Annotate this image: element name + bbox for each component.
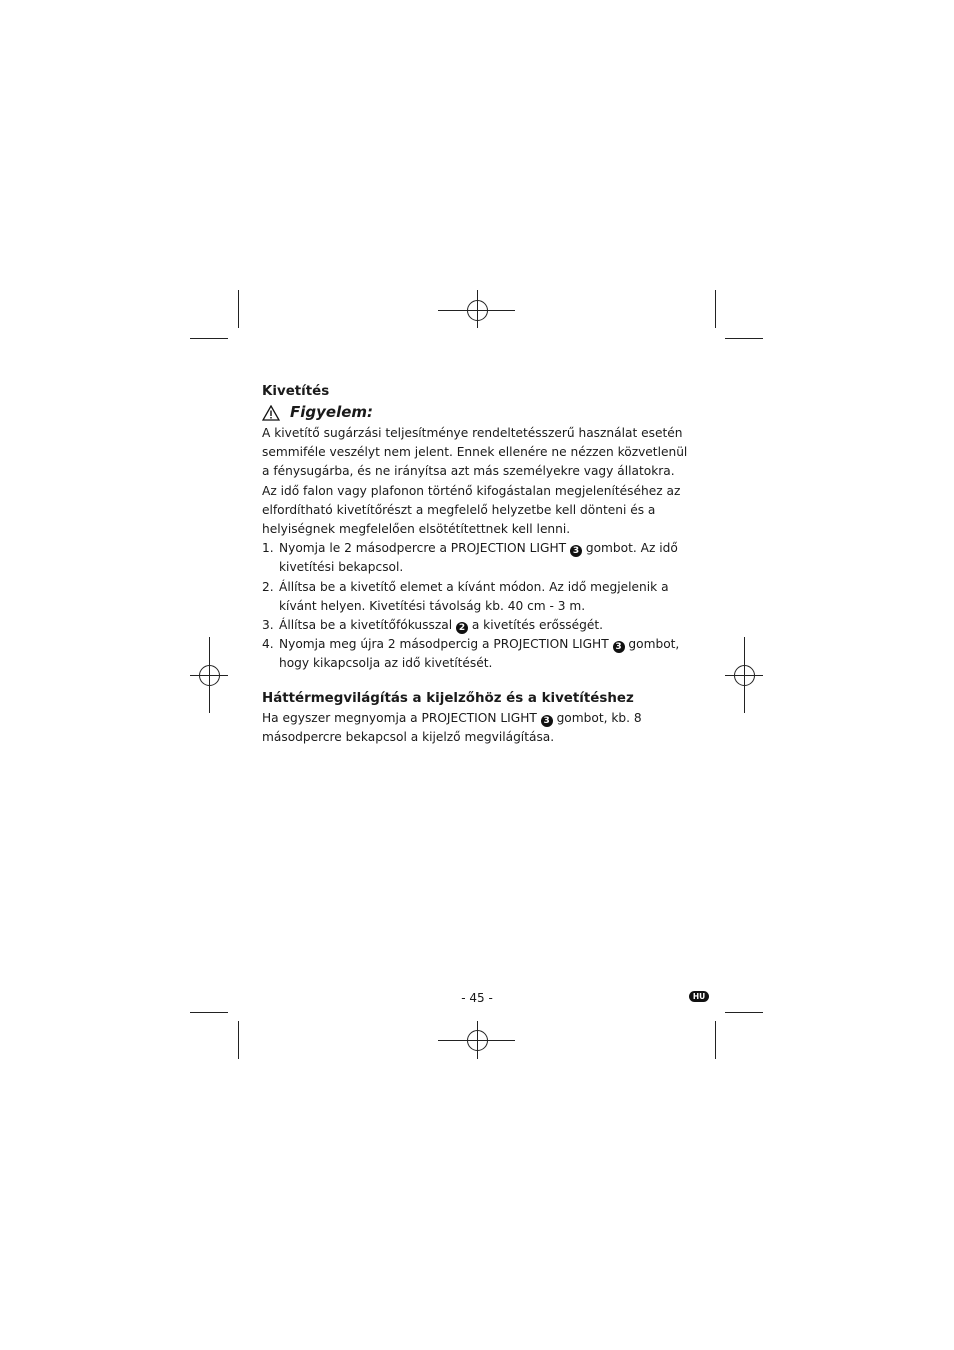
step-number: 1. — [262, 541, 274, 556]
steps-list — [262, 539, 694, 673]
step-number: 4. — [262, 637, 274, 652]
step-text-after: gombot, hogy kikapcsolja az idő kivetítését. — [279, 637, 680, 671]
step-number: 3. — [262, 618, 274, 633]
step-text: Állítsa be a kivetítőfókusszal — [279, 618, 453, 633]
section-title-projection: Kivetítés — [262, 384, 330, 399]
step-text-after: gombot. Az idő kivetítési bekapcsol. — [279, 541, 678, 575]
backlight-text-after: gombot, kb. 8 másodpercre bekapcsol a kijelző megvilágítása. — [262, 710, 642, 744]
warning-paragraph: A kivetítő sugárzási teljesítménye rendeltetésszerű használat esetén semmiféle veszélyt nem jelent. Ennek ellenére ne nézzen közvetlenül a fénysugárba, és ne irányítsa azt más személyekre vagy állatokra. — [262, 426, 688, 479]
backlight-paragraph — [262, 709, 694, 747]
display-paragraph: Az idő falon vagy plafonon történő kifogástalan megjelenítéséhez az elfordítható kivetítőrészt a megfelelő helyzetbe kell dönteni és a helyiségnek megfelelően elsötétítettnek kell lenni. — [262, 483, 681, 537]
section-title-backlight: Háttérmegvilágítás a kijelzőhöz és a kivetítéshez — [262, 690, 634, 706]
button-ref-badge: 3 — [541, 715, 553, 727]
backlight-text: Ha egyszer megnyomja a PROJECTION LIGHT — [262, 710, 537, 725]
warning-header — [262, 402, 694, 424]
button-ref-badge: 2 — [456, 622, 468, 634]
warning-triangle-icon — [262, 405, 280, 421]
list-item — [262, 616, 694, 635]
step-number: 2. — [262, 579, 274, 594]
list-item — [262, 635, 694, 673]
step-text: Állítsa be a kivetítő elemet a kívánt módon. Az idő megjelenik a kívánt helyen. Kivetítési távolság kb. 40 cm - 3 m. — [279, 579, 669, 613]
step-text: Nyomja meg újra 2 másodpercig a PROJECTION LIGHT — [279, 637, 609, 652]
page-number: - 45 - — [461, 991, 493, 1005]
language-badge: HU — [689, 991, 709, 1002]
button-ref-badge: 3 — [570, 545, 582, 557]
list-item — [262, 539, 694, 577]
warning-title: Figyelem: — [290, 403, 374, 422]
step-text: Nyomja le 2 másodpercre a PROJECTION LIGHT — [279, 541, 567, 556]
step-text-after: a kivetítés erősségét. — [471, 618, 604, 633]
page-content — [262, 382, 694, 747]
button-ref-badge: 3 — [613, 641, 625, 653]
list-item — [262, 578, 694, 616]
